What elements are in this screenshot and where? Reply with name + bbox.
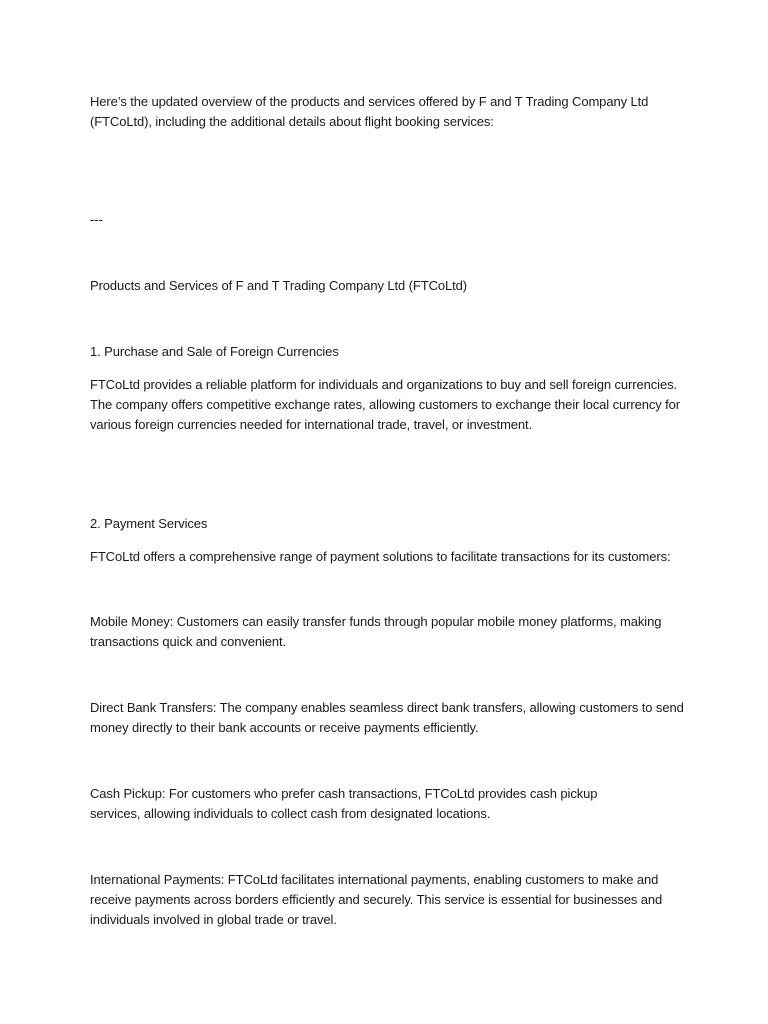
section-heading-payments: 2. Payment Services bbox=[90, 516, 208, 531]
payment-item-international: International Payments: FTCoLtd facilitates international payments, enabling customers to make and receive payments across borders efficiently and securely. This service is essential for businesses and individuals involved in global trade or travel. bbox=[90, 872, 663, 927]
section-heading-currencies: 1. Purchase and Sale of Foreign Currencies bbox=[90, 344, 339, 359]
payment-item-mobile-money: Mobile Money: Customers can easily transfer funds through popular mobile money platforms, making transactions quick and convenient. bbox=[90, 614, 662, 649]
intro-paragraph: Here’s the updated overview of the products and services offered by F and T Trading Company Ltd (FTCoLtd), including the additional details about flight booking services: bbox=[90, 94, 649, 129]
separator: --- bbox=[90, 212, 103, 227]
payment-item-bank-transfers: Direct Bank Transfers: The company enables seamless direct bank transfers, allowing customers to send money directly to their bank accounts or receive payments efficiently. bbox=[90, 700, 684, 735]
payment-item-cash-pickup: Cash Pickup: For customers who prefer cash transactions, FTCoLtd provides cash pickup services, allowing individuals to collect cash from designated locations. bbox=[90, 786, 598, 821]
document-title: Products and Services of F and T Trading Company Ltd (FTCoLtd) bbox=[90, 278, 468, 293]
section-body-currencies: FTCoLtd provides a reliable platform for individuals and organizations to buy and sell foreign currencies. The company offers competitive exchange rates, allowing customers to exchange their local currency for various foreign currencies needed for international trade, travel, or investment. bbox=[90, 377, 681, 432]
section-body-payments: FTCoLtd offers a comprehensive range of payment solutions to facilitate transactions for its customers: bbox=[90, 549, 671, 564]
